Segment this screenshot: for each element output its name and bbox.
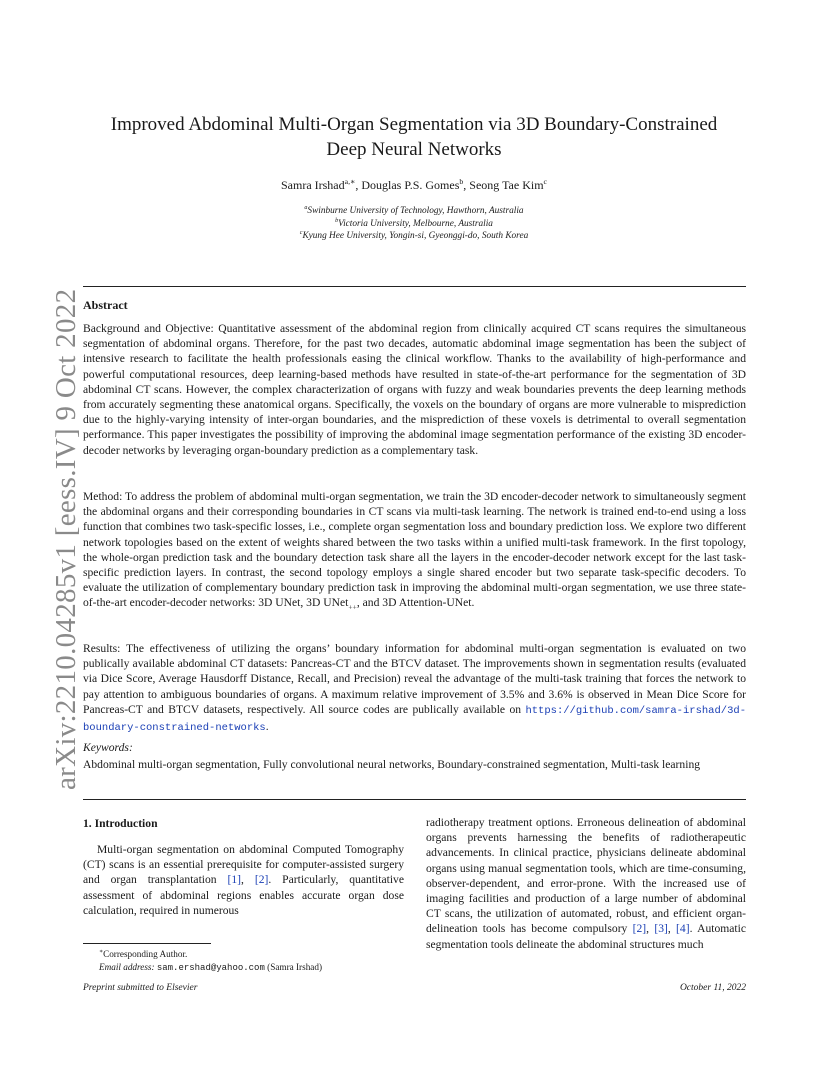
footnote bbox=[99, 948, 322, 975]
author-name: Seong Tae Kim bbox=[469, 178, 544, 192]
affiliation bbox=[90, 205, 738, 218]
affiliation-text: Kyung Hee University, Yongin-si, Gyeonggi-do, South Korea bbox=[302, 231, 529, 241]
affiliation-mark: c bbox=[299, 229, 303, 236]
affiliation bbox=[90, 218, 738, 231]
footer-date: October 11, 2022 bbox=[679, 983, 746, 993]
author-name: Douglas P.S. Gomes bbox=[361, 178, 460, 192]
affiliation-mark: a bbox=[304, 204, 308, 211]
abstract-results-paragraph bbox=[83, 641, 746, 736]
footnote-mark: ∗ bbox=[99, 948, 104, 955]
author-mark: c bbox=[543, 177, 548, 186]
author-name: Samra Irshad bbox=[280, 178, 345, 192]
results-text: Results: The effectiveness of utilizing the organs’ boundary information for abdominal multi-organ segmentation is evaluated on two publically available abdominal CT datasets: Pancreas-CT and the BTCV dataset. The improvements shown in segmentation results (evaluated via Dice Score, Average Hausdorff Distance, Recall, and Precision) reveal the advantage of the multi-task training that forces the network to pay attention to ambiguous boundaries of organs. A maximum relative improvement of 3.5% and 3.6% is observed in Mean Dice Score for Pancreas-CT and BTCV datasets, respectively. All source codes are publically available on bbox=[83, 642, 746, 716]
keywords-heading: Keywords: bbox=[83, 741, 133, 754]
method-subscript: ++ bbox=[348, 602, 357, 612]
intro-text: radiotherapy treatment options. Erroneous delineation of abdominal organs prevents harnessing the benefits of radiotherapeutic advancements. In clinical practice, physicians delineate abdominal organs using manual segmentation tools, which are time-consuming, observer-dependent, and error-prone. With the increased use of imaging facilities and production of a large number of abdominal CT scans, the utilization of automated, robust, and efficient organ-delineation tools has become compulsory bbox=[426, 816, 746, 936]
intro-text: , bbox=[667, 922, 677, 936]
author-mark: b bbox=[459, 177, 464, 186]
intro-text: . Particularly, quantitative assessment of abdominal regions enables accurate organ dose calculation, required in numerous bbox=[83, 873, 404, 917]
citation-link[interactable]: [1] bbox=[227, 873, 242, 887]
code-repository-link[interactable]: https://github.com/samra-irshad/3d-boundary-constrained-networks bbox=[83, 704, 746, 735]
intro-left-column bbox=[83, 842, 404, 918]
citation-link[interactable]: [4] bbox=[676, 922, 690, 936]
footnote-email-line bbox=[99, 961, 322, 975]
results-text-end: . bbox=[265, 720, 269, 734]
footnote-divider bbox=[83, 943, 211, 944]
abstract-heading: Abstract bbox=[83, 298, 128, 312]
method-text-end: , and 3D Attention-UNet. bbox=[356, 596, 475, 610]
arxiv-identifier: arXiv:2210.04285v1 [eess.IV] 9 Oct 2022 bbox=[50, 288, 82, 790]
affiliations bbox=[90, 205, 738, 243]
top-divider bbox=[83, 286, 746, 287]
footnote-line bbox=[99, 948, 322, 961]
paper-title: Improved Abdominal Multi-Organ Segmentation via 3D Boundary-Constrained Deep Neural Networks bbox=[110, 114, 718, 160]
affiliation-mark: b bbox=[335, 217, 339, 224]
email-label: Email address: bbox=[99, 962, 155, 972]
citation-link[interactable]: [2] bbox=[254, 873, 269, 887]
footnote-text: Corresponding Author. bbox=[103, 949, 188, 959]
intro-text: , bbox=[646, 922, 655, 936]
affiliation bbox=[90, 230, 738, 243]
citation-link[interactable]: [3] bbox=[654, 922, 668, 936]
abstract-method-paragraph bbox=[83, 489, 746, 611]
affiliation-text: Victoria University, Melbourne, Australia bbox=[338, 218, 493, 229]
author-mark: a,∗ bbox=[344, 177, 356, 186]
author-list: Samra Irshad$^{a,∗}$, Douglas P.S. Gomes$^b$, Seong Tae Kim$^c$ bbox=[280, 177, 548, 192]
method-text: Method: To address the problem of abdominal multi-organ segmentation, we train the 3D encoder-decoder network to simultaneously segment the abdominal organs and their corresponding boundaries in CT scans via multi-task learning. The network is trained end-to-end using a loss function that combines two task-specific losses, i.e., complete organ segmentation loss and boundary prediction loss. We explore two different network topologies based on the extent of weights shared between the two tasks within a unified multi-task framework. In the first topology, the whole-organ prediction task and the boundary detection task share all the layers in the encoder-decoder network except for the last task-specific prediction layers. In contrast, the second topology employs a single shared encoder but two separate task-specific decoders. To evaluate the utilization of complementary boundary prediction task in improving the abdominal multi-organ segmentation, we use three state-of-the-art encoder-decoder networks: 3D UNet, 3D UNet bbox=[83, 490, 746, 610]
citation-link[interactable]: [2] bbox=[632, 922, 647, 936]
intro-text: Multi-organ segmentation on abdominal Computed Tomography (CT) scans is an essential prerequisite for computer-assisted surgery and organ transplantation bbox=[83, 843, 404, 887]
email-owner: (Samra Irshad) bbox=[264, 962, 323, 972]
footer-preprint-note: Preprint submitted to Elsevier bbox=[83, 983, 198, 993]
email-address[interactable]: sam.ershad@yahoo.com bbox=[156, 963, 265, 973]
intro-right-column bbox=[426, 815, 746, 952]
affiliation-text: Swinburne University of Technology, Hawthorn, Australia bbox=[307, 206, 524, 216]
keywords-text: Abdominal multi-organ segmentation, Fully convolutional neural networks, Boundary-constrained segmentation, Multi-task learning bbox=[83, 758, 701, 771]
section-heading-introduction: 1. Introduction bbox=[83, 817, 158, 830]
abstract-background-paragraph: Background and Objective: Quantitative assessment of the abdominal region from clinically acquired CT scans requires the simultaneous segmentation of abdominal organs. Therefore, for the past two decades, automatic abdominal image segmentation has been the subject of intensive research to facilitate the health professionals easing the clinical workflow. Thanks to the availability of high-performance and powerful computational resources, deep learning-based methods have resulted in state-of-the-art performance for the segmentation of 3D abdominal CT scans. However, the complex characterization of organs with fuzzy and weak boundaries prevents the deep learning methods from accurately segmenting these anatomical organs. Specifically, the voxels on the boundary of organs are more vulnerable to misprediction due to the highly-varying intensity of inter-organ boundaries, and the misprediction of these voxels is detrimental to overall segmentation performance. This paper investigates the possibility of improving the abdominal image segmentation performance of the existing 3D encoder-decoder networks by leveraging organ-boundary prediction as a complementary task. bbox=[83, 322, 746, 457]
intro-text: , bbox=[241, 873, 255, 887]
bottom-divider bbox=[83, 799, 746, 800]
intro-text: . Automatic segmentation tools delineate the abdominal structures much bbox=[426, 922, 747, 951]
